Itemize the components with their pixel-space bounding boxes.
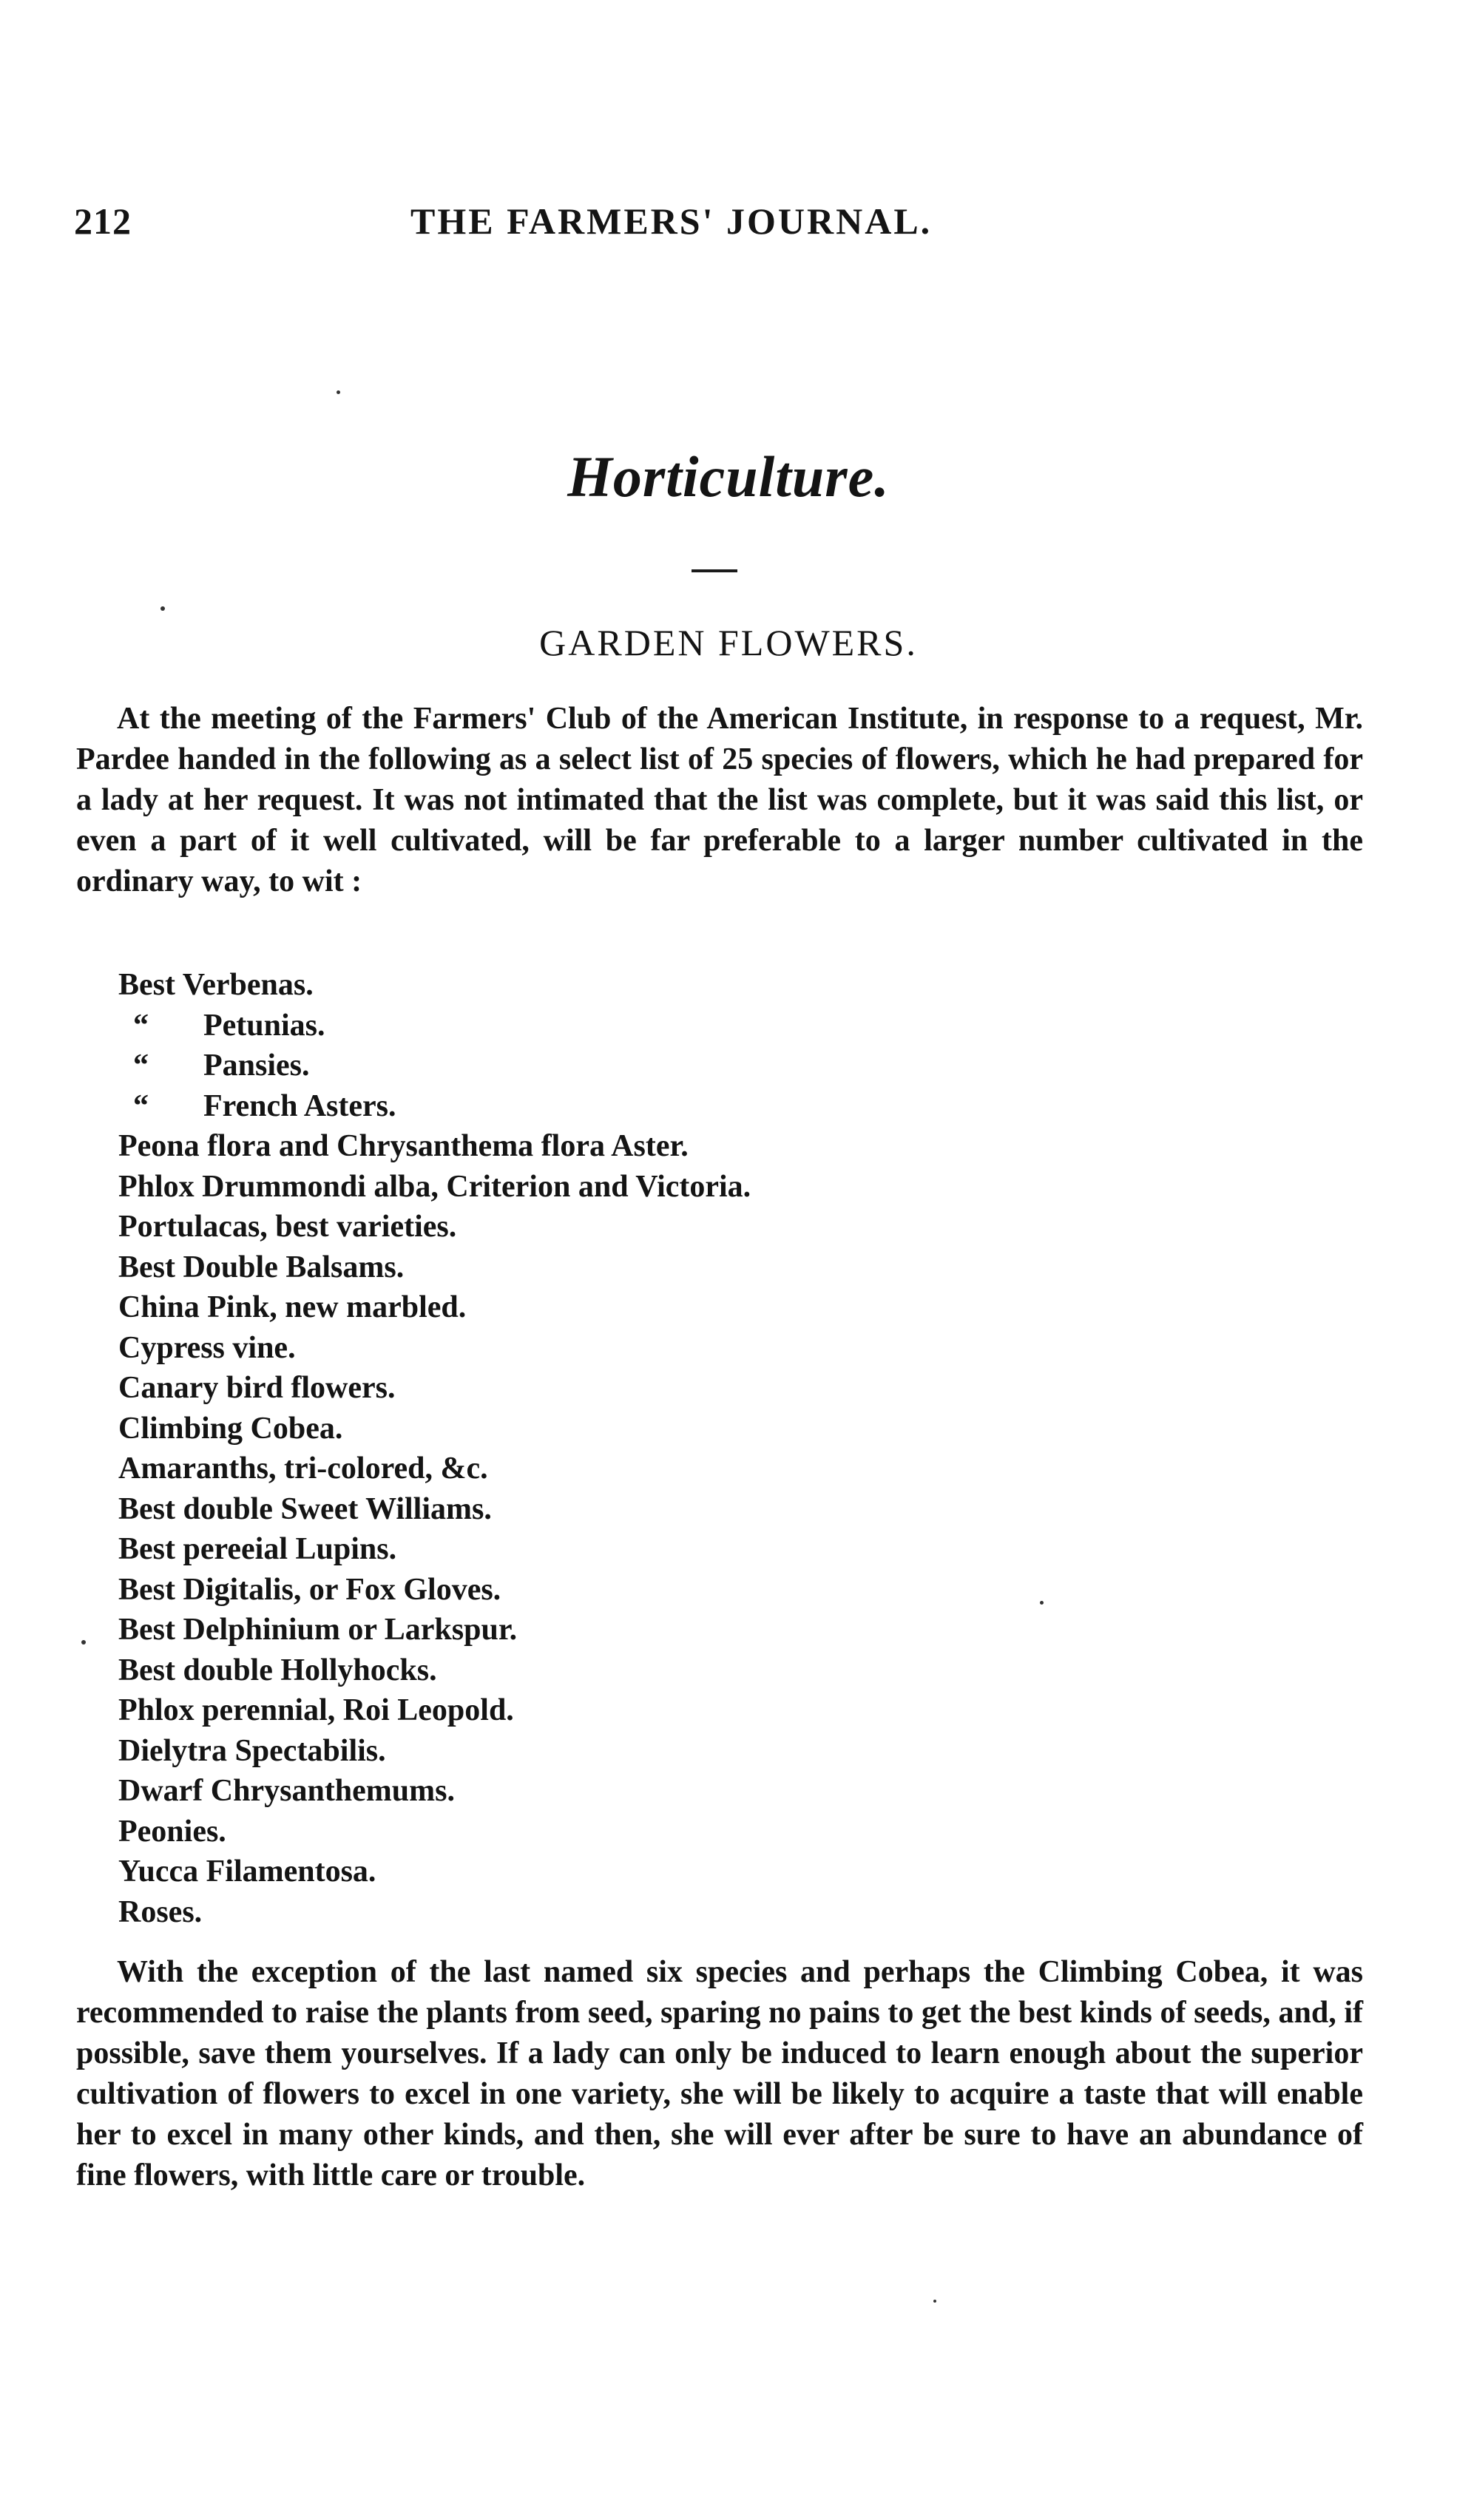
- print-speck: [337, 390, 340, 394]
- journal-title: THE FARMERS' JOURNAL.: [410, 200, 933, 242]
- flower-list-item: [118, 1852, 751, 1892]
- flower-name: Dwarf Chrysanthemums.: [118, 1774, 455, 1808]
- flower-name: Best Double Balsams.: [118, 1250, 405, 1284]
- flower-name: Peona flora and Chrysanthema flora Aster.: [118, 1129, 689, 1163]
- flower-name: Portulacas, best varieties.: [118, 1210, 457, 1244]
- flower-list-item: [118, 1570, 751, 1610]
- flower-list-item: [118, 1126, 751, 1167]
- flower-name: Pansies.: [203, 1049, 310, 1083]
- flower-name: Best Digitalis, or Fox Gloves.: [118, 1572, 501, 1607]
- flower-list-item: [118, 1771, 751, 1812]
- flower-list-item: [118, 1449, 751, 1489]
- flower-name: French Asters.: [203, 1088, 396, 1123]
- flower-name: Best double Hollyhocks.: [118, 1653, 437, 1687]
- flower-list-item: [118, 1529, 751, 1570]
- page-number: 212: [74, 200, 132, 242]
- flower-list-item: [118, 1409, 751, 1449]
- flower-list-item: [118, 1489, 751, 1530]
- closing-paragraph: With the exception of the last named six species and perhaps the Climbing Cobea, it was recommended to raise the plants from seed, sparing no pains to get the best kinds of seeds, and, if possible, save them yourselves. If a lady can only be induced to learn enough about the superior cultivation of flowers to excel in one variety, she will be likely to acquire a taste that will enable her to excel in many other kinds, and then, she will ever after be sure to have an abundance of fine flowers, with little care or trouble.: [76, 1955, 1363, 2192]
- print-speck: [1040, 1601, 1044, 1605]
- flower-list-item: [118, 1610, 751, 1650]
- running-head: [74, 200, 1309, 259]
- flower-list: [118, 965, 751, 1932]
- flower-name: Best double Sweet Williams.: [118, 1491, 492, 1526]
- print-speck: [81, 1640, 86, 1645]
- flower-list-item: [118, 1368, 751, 1409]
- flower-list-item: [118, 1086, 751, 1127]
- flower-name: Climbing Cobea.: [118, 1411, 343, 1446]
- flower-list-item: [118, 1731, 751, 1772]
- ditto-mark: “: [133, 1049, 149, 1083]
- flower-list-item: [118, 1046, 751, 1086]
- flower-name: Cypress vine.: [118, 1330, 296, 1365]
- flower-name: Best Delphinium or Larkspur.: [118, 1613, 518, 1647]
- flower-list-item: [118, 965, 751, 1006]
- flower-list-item: [118, 1247, 751, 1288]
- flower-name: Peonies.: [118, 1814, 226, 1849]
- flower-list-item: [118, 1167, 751, 1208]
- intro-paragraph: At the meeting of the Farmers' Club of the American Institute, in response to a request, Mr. Pardee handed in the following as a select list of 25 species of flowers, which he had prepared for a lady at her request. It was not intimated that the list was complete, but it was said this list, or even a part of it well cultivated, will be far preferable to a larger number cultivated in the ordinary way, to wit :: [76, 702, 1363, 898]
- flower-name: Phlox perennial, Roi Leopold.: [118, 1693, 514, 1727]
- section-heading: Horticulture.: [567, 444, 890, 509]
- flower-name: Phlox Drummondi alba, Criterion and Victoria.: [118, 1169, 751, 1204]
- print-speck: [160, 606, 165, 611]
- flower-list-item: [118, 1328, 751, 1369]
- flower-list-item: [118, 1892, 751, 1933]
- flower-list-item: [118, 1812, 751, 1852]
- flower-name: Roses.: [118, 1894, 203, 1929]
- print-speck: [933, 2300, 936, 2303]
- flower-name: Yucca Filamentosa.: [118, 1855, 376, 1889]
- ditto-mark: “: [133, 1088, 149, 1123]
- flower-list-item: [118, 1690, 751, 1731]
- flower-name: Amaranths, tri-colored, &c.: [118, 1452, 488, 1486]
- article-title: GARDEN FLOWERS.: [539, 622, 918, 663]
- flower-name: Canary bird flowers.: [118, 1371, 396, 1405]
- flower-name: Best pereeial Lupins.: [118, 1532, 397, 1566]
- flower-name: Best Verbenas.: [118, 968, 314, 1002]
- flower-list-item: [118, 1006, 751, 1046]
- flower-list-item: [118, 1207, 751, 1247]
- flower-name: China Pink, new marbled.: [118, 1290, 467, 1324]
- flower-name: Petunias.: [203, 1008, 325, 1043]
- flower-name: Dielytra Spectabilis.: [118, 1733, 386, 1768]
- flower-list-item: [118, 1650, 751, 1691]
- ditto-mark: “: [133, 1008, 149, 1043]
- flower-list-item: [118, 1287, 751, 1328]
- section-divider: [692, 569, 737, 572]
